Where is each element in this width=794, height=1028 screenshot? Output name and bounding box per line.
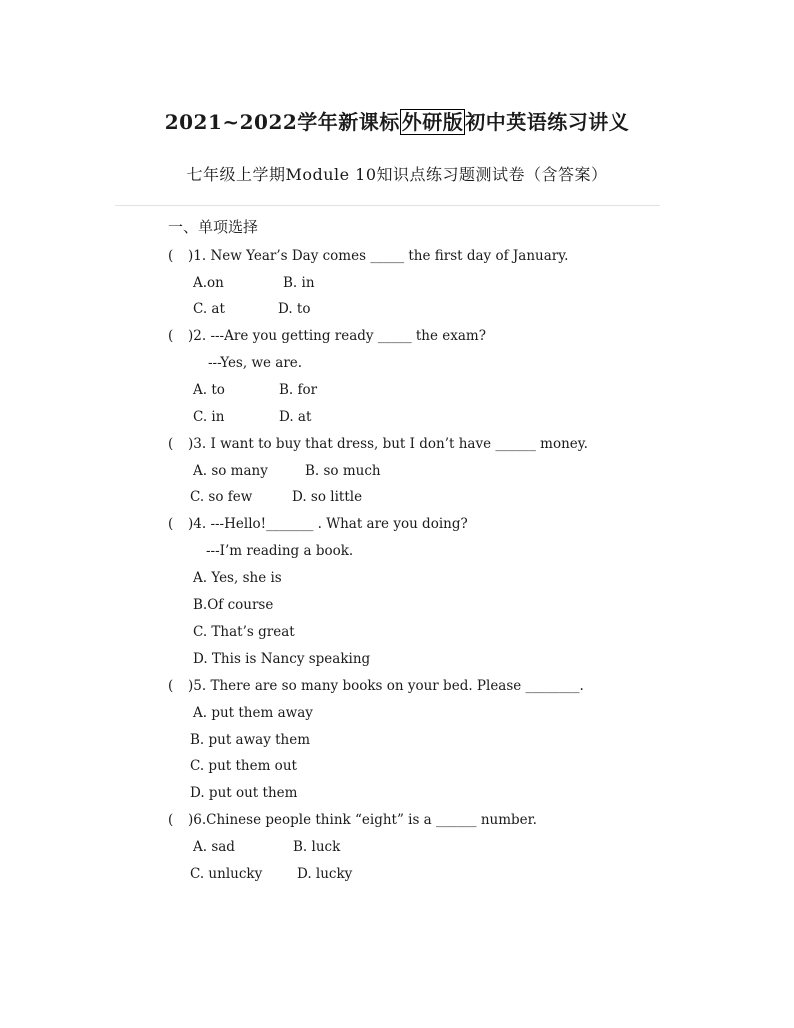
question-2-reply: ---Yes, we are. [208, 355, 303, 371]
question-4-reply: ---I’m reading a book. [206, 543, 354, 559]
question-5-option-b: B. put away them [190, 732, 311, 748]
title-part-1: 2021~2022学年新课标 [164, 110, 400, 134]
question-3-options-row-1 [193, 462, 381, 480]
question-4-text: )4. ---Hello!_______ . What are you doing? [188, 516, 468, 532]
question-5-option-c: C. put them out [190, 758, 297, 774]
question-2-text: )2. ---Are you getting ready _____ the exam? [188, 328, 486, 344]
question-4-option-c: C. That’s great [193, 624, 295, 640]
question-3-options-row-2 [190, 488, 362, 506]
question-3-paren: ( [168, 436, 174, 452]
question-1-options-row-1 [193, 274, 315, 292]
question-4 [168, 515, 468, 533]
question-2-options-row-1 [193, 381, 317, 399]
question-5-paren: ( [168, 678, 174, 694]
question-6-option-a: A. sad [193, 839, 235, 855]
question-1-option-a: A.on [193, 275, 224, 291]
question-2-option-a: A. to [193, 382, 225, 398]
question-4-option-d: D. This is Nancy speaking [193, 651, 371, 667]
question-2-option-b: B. for [279, 382, 318, 398]
document-title [0, 106, 794, 135]
question-3-option-a: A. so many [193, 463, 268, 479]
question-1-option-d: D. to [278, 301, 311, 317]
question-6 [168, 811, 537, 829]
question-2-options-row-2 [193, 408, 311, 426]
question-1-text: )1. New Year’s Day comes _____ the first day of January. [188, 248, 569, 264]
document-subtitle: 七年级上学期Module 10知识点练习题测试卷（含答案） [186, 165, 608, 184]
question-2-paren: ( [168, 328, 174, 344]
question-2-option-d: D. at [279, 409, 312, 425]
question-1 [168, 247, 568, 265]
question-3-option-c: C. so few [190, 489, 253, 505]
question-4-paren: ( [168, 516, 174, 532]
question-5-option-d: D. put out them [190, 785, 298, 801]
question-6-options-row-2 [190, 865, 352, 883]
question-2 [168, 327, 486, 345]
question-4-option-b: B.Of course [193, 597, 274, 613]
question-1-option-c: C. at [193, 301, 225, 317]
question-6-option-d: D. lucky [297, 866, 353, 882]
title-part-2: 初中英语练习讲义 [465, 110, 630, 134]
question-6-text: )6.Chinese people think “eight” is a ______ number. [188, 812, 537, 828]
question-6-options-row-1 [193, 838, 340, 856]
header-divider [115, 205, 660, 206]
question-5-option-a: A. put them away [193, 705, 313, 721]
question-3 [168, 435, 588, 453]
title-boxed-publisher: 外研版 [401, 110, 464, 134]
question-2-option-c: C. in [193, 409, 225, 425]
question-5-text: )5. There are so many books on your bed. Please ________. [188, 678, 584, 694]
question-1-paren: ( [168, 248, 174, 264]
question-3-text: )3. I want to buy that dress, but I don’t have ______ money. [188, 436, 588, 452]
question-4-option-a: A. Yes, she is [193, 570, 282, 586]
question-1-option-b: B. in [283, 275, 315, 291]
question-5 [168, 677, 584, 695]
section-title: 一、单项选择 [168, 218, 259, 236]
question-6-option-b: B. luck [293, 839, 341, 855]
question-3-option-b: B. so much [305, 463, 381, 479]
question-3-option-d: D. so little [292, 489, 363, 505]
question-6-paren: ( [168, 812, 174, 828]
question-6-option-c: C. unlucky [190, 866, 263, 882]
question-1-options-row-2 [193, 300, 310, 318]
